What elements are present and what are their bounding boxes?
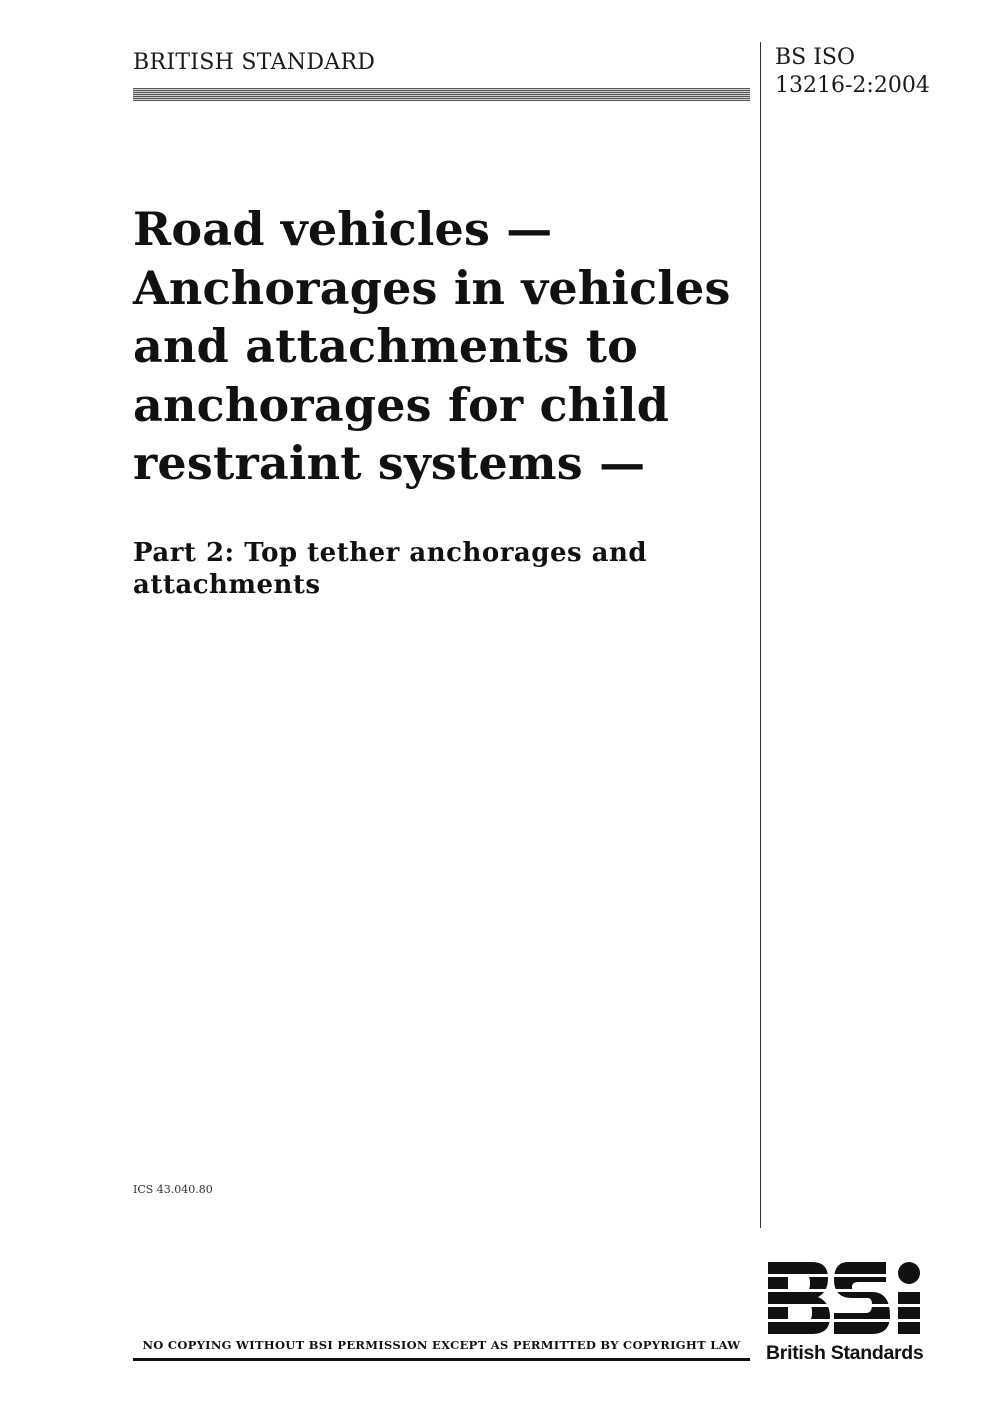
copyright-notice: NO COPYING WITHOUT BSI PERMISSION EXCEPT AS PERMITTED BY COPYRIGHT LAW (142, 1338, 741, 1352)
bsi-wordmark-icon (766, 1262, 946, 1342)
title-line: and attachments to (133, 319, 639, 373)
title-line: Anchorages in vehicles (133, 260, 731, 315)
ics-code: ICS 43.040.80 (133, 1183, 213, 1196)
vertical-divider (760, 42, 761, 1228)
standard-type-label: BRITISH STANDARD (133, 50, 376, 75)
document-number-line-1: BS ISO (775, 45, 856, 70)
title-line: restraint systems — (133, 436, 646, 490)
header-rule (133, 88, 750, 101)
document-subtitle (133, 537, 753, 601)
title-line: Road vehicles — (133, 202, 553, 256)
title-line: anchorages for child (133, 377, 670, 432)
footer-rule (133, 1358, 750, 1361)
bsi-logo (766, 1262, 946, 1372)
document-number-line-2: 13216-2:2004 (775, 73, 930, 98)
bsi-logo-caption: British Standards (766, 1342, 924, 1364)
document-title (133, 200, 753, 493)
subtitle-line: Part 2: Top tether anchorages and (133, 538, 648, 568)
document-number (775, 44, 930, 100)
subtitle-line: attachments (133, 570, 321, 600)
